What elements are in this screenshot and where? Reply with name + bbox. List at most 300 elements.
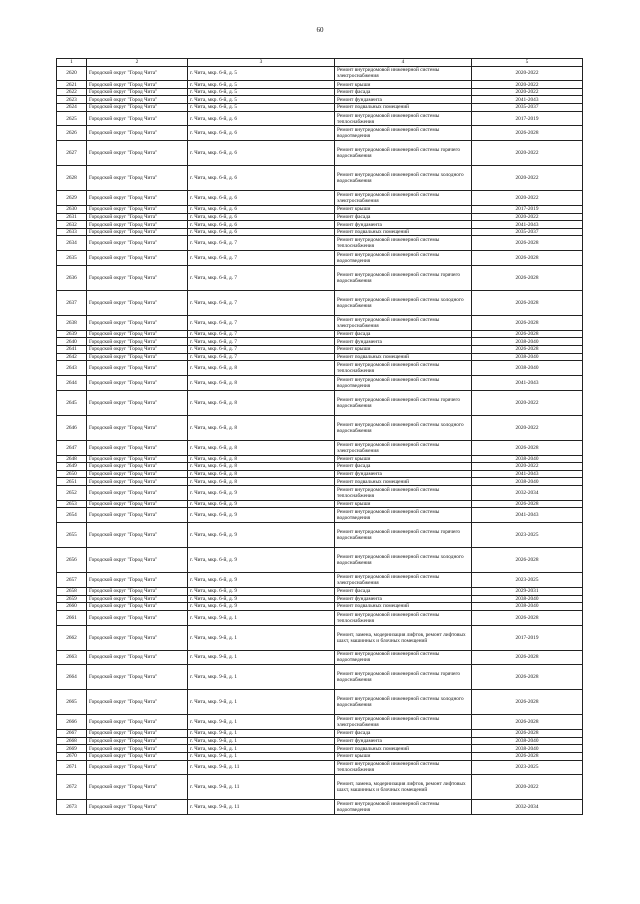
period-cell: 2026-2028: [472, 330, 583, 338]
period-cell: 2020-2022: [472, 775, 583, 800]
period-cell: 2020-2022: [472, 463, 583, 471]
table-row: [57, 440, 583, 455]
address-cell: г. Чита, мкр. 6-й, д. 9: [188, 500, 335, 508]
table-row: [57, 775, 583, 800]
address-cell: г. Чита, мкр. 6-й, д. 9: [188, 573, 335, 588]
row-number-cell: 2629: [57, 191, 87, 206]
header-cell-5: 5: [472, 59, 583, 67]
address-cell: г. Чита, мкр. 9-й, д. 1: [188, 650, 335, 665]
period-cell: 2020-2022: [472, 213, 583, 221]
work-type-cell: Ремонт внутридомовой инженерной системы электроснабжения: [335, 316, 472, 331]
work-type-cell: Ремонт подвальных помещений: [335, 745, 472, 753]
table-row: [57, 603, 583, 611]
row-number-cell: 2670: [57, 752, 87, 760]
municipality-cell: Городской округ "Город Чита": [87, 800, 188, 815]
address-cell: г. Чита, мкр. 6-й, д. 6: [188, 213, 335, 221]
period-cell: 2017-2019: [472, 111, 583, 126]
address-cell: г. Чита, мкр. 6-й, д. 6: [188, 126, 335, 141]
address-cell: г. Чита, мкр. 9-й, д. 1: [188, 610, 335, 625]
work-type-cell: Ремонт крыши: [335, 455, 472, 463]
row-number-cell: 2658: [57, 587, 87, 595]
table-row: [57, 111, 583, 126]
work-type-cell: Ремонт фасада: [335, 213, 472, 221]
municipality-cell: Городской округ "Город Чита": [87, 737, 188, 745]
row-number-cell: 2635: [57, 251, 87, 266]
address-cell: г. Чита, мкр. 9-й, д. 1: [188, 690, 335, 715]
address-cell: г. Чита, мкр. 6-й, д. 8: [188, 390, 335, 415]
municipality-cell: Городской округ "Город Чита": [87, 690, 188, 715]
table-header: [57, 59, 583, 67]
row-number-cell: 2660: [57, 603, 87, 611]
row-number-cell: 2671: [57, 760, 87, 775]
work-type-cell: Ремонт фундамента: [335, 595, 472, 603]
row-number-cell: 2672: [57, 775, 87, 800]
municipality-cell: Городской округ "Город Чита": [87, 316, 188, 331]
municipality-cell: Городской округ "Город Чита": [87, 500, 188, 508]
table-row: [57, 376, 583, 391]
row-number-cell: 2650: [57, 470, 87, 478]
period-cell: 2023-2025: [472, 573, 583, 588]
period-cell: 2035-2037: [472, 104, 583, 112]
period-cell: 2026-2028: [472, 665, 583, 690]
table-row: [57, 266, 583, 291]
municipality-cell: Городской округ "Город Чита": [87, 485, 188, 500]
table-row: [57, 81, 583, 89]
municipality-cell: Городской округ "Город Чита": [87, 251, 188, 266]
municipality-cell: Городской округ "Город Чита": [87, 166, 188, 191]
work-type-cell: Ремонт, замена, модернизация лифтов, ремонт лифтовых шахт, машинных и блочных помещений: [335, 775, 472, 800]
work-type-cell: Ремонт внутридомовой инженерной системы горячего водоснабжения: [335, 141, 472, 166]
municipality-cell: Городской округ "Город Чита": [87, 760, 188, 775]
period-cell: 2026-2028: [472, 730, 583, 738]
work-type-cell: Ремонт внутридомовой инженерной системы водоотведения: [335, 126, 472, 141]
row-number-cell: 2627: [57, 141, 87, 166]
row-number-cell: 2638: [57, 316, 87, 331]
table-row: [57, 463, 583, 471]
work-type-cell: Ремонт крыши: [335, 752, 472, 760]
table-row: [57, 500, 583, 508]
address-cell: г. Чита, мкр. 9-й, д. 1: [188, 737, 335, 745]
address-cell: г. Чита, мкр. 6-й, д. 6: [188, 111, 335, 126]
municipality-cell: Городской округ "Город Чита": [87, 752, 188, 760]
row-number-cell: 2632: [57, 221, 87, 229]
table-row: [57, 745, 583, 753]
work-type-cell: Ремонт внутридомовой инженерной системы теплоснабжения: [335, 760, 472, 775]
row-number-cell: 2626: [57, 126, 87, 141]
row-number-cell: 2644: [57, 376, 87, 391]
work-type-cell: Ремонт внутридомовой инженерной системы теплоснабжения: [335, 111, 472, 126]
work-type-cell: Ремонт подвальных помещений: [335, 228, 472, 236]
work-type-cell: Ремонт, замена, модернизация лифтов, ремонт лифтовых шахт, машинных и блочных помещений: [335, 625, 472, 650]
table-row: [57, 390, 583, 415]
municipality-cell: Городской округ "Город Чита": [87, 111, 188, 126]
table-row: [57, 415, 583, 440]
table-row: [57, 665, 583, 690]
period-cell: 2017-2019: [472, 625, 583, 650]
period-cell: 2041-2043: [472, 221, 583, 229]
period-cell: 2038-2040: [472, 361, 583, 376]
municipality-cell: Городской округ "Город Чита": [87, 730, 188, 738]
table-row: [57, 291, 583, 316]
row-number-cell: 2659: [57, 595, 87, 603]
row-number-cell: 2631: [57, 213, 87, 221]
address-cell: г. Чита, мкр. 6-й, д. 8: [188, 478, 335, 486]
work-type-cell: Ремонт внутридомовой инженерной системы водоотведения: [335, 650, 472, 665]
municipality-cell: Городской округ "Город Чита": [87, 66, 188, 81]
repair-schedule-table: [56, 58, 583, 815]
address-cell: г. Чита, мкр. 6-й, д. 7: [188, 353, 335, 361]
header-cell-4: 4: [335, 59, 472, 67]
table-row: [57, 338, 583, 346]
table-row: [57, 104, 583, 112]
work-type-cell: Ремонт внутридомовой инженерной системы холодного водоснабжения: [335, 415, 472, 440]
municipality-cell: Городской округ "Город Чита": [87, 221, 188, 229]
table-row: [57, 330, 583, 338]
table-row: [57, 485, 583, 500]
period-cell: 2038-2040: [472, 478, 583, 486]
work-type-cell: Ремонт фундамента: [335, 221, 472, 229]
work-type-cell: Ремонт внутридомовой инженерной системы горячего водоснабжения: [335, 523, 472, 548]
table-row: [57, 206, 583, 214]
row-number-cell: 2667: [57, 730, 87, 738]
period-cell: 2020-2022: [472, 191, 583, 206]
municipality-cell: Городской округ "Город Чита": [87, 213, 188, 221]
table-row: [57, 166, 583, 191]
municipality-cell: Городской округ "Город Чита": [87, 126, 188, 141]
address-cell: г. Чита, мкр. 6-й, д. 9: [188, 603, 335, 611]
address-cell: г. Чита, мкр. 6-й, д. 5: [188, 66, 335, 81]
row-number-cell: 2654: [57, 508, 87, 523]
row-number-cell: 2641: [57, 346, 87, 354]
address-cell: г. Чита, мкр. 6-й, д. 7: [188, 346, 335, 354]
table-row: [57, 610, 583, 625]
row-number-cell: 2652: [57, 485, 87, 500]
municipality-cell: Городской округ "Город Чита": [87, 236, 188, 251]
period-cell: 2026-2028: [472, 291, 583, 316]
period-cell: 2026-2028: [472, 126, 583, 141]
municipality-cell: Городской округ "Город Чита": [87, 650, 188, 665]
work-type-cell: Ремонт внутридомовой инженерной системы теплоснабжения: [335, 361, 472, 376]
header-cell-1: 1: [57, 59, 87, 67]
work-type-cell: Ремонт подвальных помещений: [335, 603, 472, 611]
address-cell: г. Чита, мкр. 9-й, д. 11: [188, 800, 335, 815]
address-cell: г. Чита, мкр. 6-й, д. 6: [188, 141, 335, 166]
table-row: [57, 508, 583, 523]
municipality-cell: Городской округ "Город Чита": [87, 548, 188, 573]
work-type-cell: Ремонт внутридомовой инженерной системы горячего водоснабжения: [335, 266, 472, 291]
period-cell: 2032-2034: [472, 800, 583, 815]
work-type-cell: Ремонт фундамента: [335, 96, 472, 104]
table-row: [57, 316, 583, 331]
address-cell: г. Чита, мкр. 6-й, д. 5: [188, 96, 335, 104]
address-cell: г. Чита, мкр. 6-й, д. 7: [188, 330, 335, 338]
municipality-cell: Городской округ "Город Чита": [87, 191, 188, 206]
table-row: [57, 191, 583, 206]
work-type-cell: Ремонт фасада: [335, 88, 472, 96]
row-number-cell: 2620: [57, 66, 87, 81]
address-cell: г. Чита, мкр. 9-й, д. 1: [188, 715, 335, 730]
address-cell: г. Чита, мкр. 6-й, д. 6: [188, 166, 335, 191]
address-cell: г. Чита, мкр. 6-й, д. 7: [188, 291, 335, 316]
table-row: [57, 715, 583, 730]
period-cell: 2041-2043: [472, 96, 583, 104]
row-number-cell: 2649: [57, 463, 87, 471]
period-cell: 2026-2028: [472, 715, 583, 730]
row-number-cell: 2661: [57, 610, 87, 625]
row-number-cell: 2636: [57, 266, 87, 291]
table-row: [57, 353, 583, 361]
address-cell: г. Чита, мкр. 6-й, д. 7: [188, 251, 335, 266]
period-cell: 2026-2028: [472, 752, 583, 760]
row-number-cell: 2656: [57, 548, 87, 573]
address-cell: г. Чита, мкр. 6-й, д. 7: [188, 338, 335, 346]
table-row: [57, 236, 583, 251]
table-row: [57, 96, 583, 104]
period-cell: 2020-2022: [472, 390, 583, 415]
address-cell: г. Чита, мкр. 6-й, д. 6: [188, 221, 335, 229]
work-type-cell: Ремонт внутридомовой инженерной системы горячего водоснабжения: [335, 665, 472, 690]
period-cell: 2038-2040: [472, 338, 583, 346]
period-cell: 2041-2043: [472, 376, 583, 391]
municipality-cell: Городской округ "Город Чита": [87, 573, 188, 588]
table-row: [57, 141, 583, 166]
period-cell: 2026-2028: [472, 251, 583, 266]
address-cell: г. Чита, мкр. 9-й, д. 1: [188, 625, 335, 650]
municipality-cell: Городской округ "Город Чита": [87, 455, 188, 463]
period-cell: 2023-2025: [472, 523, 583, 548]
period-cell: 2026-2028: [472, 346, 583, 354]
row-number-cell: 2668: [57, 737, 87, 745]
work-type-cell: Ремонт фасада: [335, 730, 472, 738]
table-row: [57, 752, 583, 760]
municipality-cell: Городской округ "Город Чита": [87, 104, 188, 112]
row-number-cell: 2655: [57, 523, 87, 548]
header-cell-3: 3: [188, 59, 335, 67]
row-number-cell: 2647: [57, 440, 87, 455]
address-cell: г. Чита, мкр. 6-й, д. 6: [188, 206, 335, 214]
table-row: [57, 573, 583, 588]
row-number-cell: 2637: [57, 291, 87, 316]
period-cell: 2026-2028: [472, 610, 583, 625]
row-number-cell: 2669: [57, 745, 87, 753]
municipality-cell: Городской округ "Город Чита": [87, 478, 188, 486]
row-number-cell: 2622: [57, 88, 87, 96]
period-cell: 2032-2034: [472, 485, 583, 500]
row-number-cell: 2633: [57, 228, 87, 236]
address-cell: г. Чита, мкр. 9-й, д. 1: [188, 730, 335, 738]
work-type-cell: Ремонт внутридомовой инженерной системы теплоснабжения: [335, 485, 472, 500]
address-cell: г. Чита, мкр. 6-й, д. 8: [188, 361, 335, 376]
row-number-cell: 2628: [57, 166, 87, 191]
row-number-cell: 2648: [57, 455, 87, 463]
work-type-cell: Ремонт фундамента: [335, 338, 472, 346]
period-cell: 2023-2025: [472, 760, 583, 775]
address-cell: г. Чита, мкр. 6-й, д. 9: [188, 508, 335, 523]
row-number-cell: 2663: [57, 650, 87, 665]
municipality-cell: Городской округ "Город Чита": [87, 390, 188, 415]
municipality-cell: Городской округ "Город Чита": [87, 508, 188, 523]
municipality-cell: Городской округ "Город Чита": [87, 228, 188, 236]
municipality-cell: Городской округ "Город Чита": [87, 353, 188, 361]
table-row: [57, 470, 583, 478]
table-row: [57, 455, 583, 463]
municipality-cell: Городской округ "Город Чита": [87, 88, 188, 96]
period-cell: 2020-2022: [472, 166, 583, 191]
address-cell: г. Чита, мкр. 6-й, д. 6: [188, 191, 335, 206]
work-type-cell: Ремонт внутридомовой инженерной системы холодного водоснабжения: [335, 690, 472, 715]
address-cell: г. Чита, мкр. 6-й, д. 8: [188, 376, 335, 391]
period-cell: 2038-2040: [472, 353, 583, 361]
row-number-cell: 2624: [57, 104, 87, 112]
work-type-cell: Ремонт внутридомовой инженерной системы холодного водоснабжения: [335, 548, 472, 573]
table-row: [57, 595, 583, 603]
municipality-cell: Городской округ "Город Чита": [87, 745, 188, 753]
period-cell: 2020-2022: [472, 141, 583, 166]
municipality-cell: Городской округ "Город Чита": [87, 206, 188, 214]
work-type-cell: Ремонт крыши: [335, 206, 472, 214]
work-type-cell: Ремонт внутридомовой инженерной системы электроснабжения: [335, 715, 472, 730]
work-type-cell: Ремонт внутридомовой инженерной системы теплоснабжения: [335, 610, 472, 625]
address-cell: г. Чита, мкр. 6-й, д. 9: [188, 595, 335, 603]
period-cell: 2038-2040: [472, 737, 583, 745]
municipality-cell: Городской округ "Город Чита": [87, 463, 188, 471]
address-cell: г. Чита, мкр. 6-й, д. 8: [188, 470, 335, 478]
table-row: [57, 66, 583, 81]
row-number-cell: 2630: [57, 206, 87, 214]
row-number-cell: 2621: [57, 81, 87, 89]
work-type-cell: Ремонт внутридомовой инженерной системы водоотведения: [335, 376, 472, 391]
table-row: [57, 737, 583, 745]
municipality-cell: Городской округ "Город Чита": [87, 415, 188, 440]
municipality-cell: Городской округ "Город Чита": [87, 141, 188, 166]
period-cell: 2026-2028: [472, 440, 583, 455]
period-cell: 2020-2022: [472, 66, 583, 81]
work-type-cell: Ремонт внутридомовой инженерной системы теплоснабжения: [335, 236, 472, 251]
row-number-cell: 2645: [57, 390, 87, 415]
work-type-cell: Ремонт внутридомовой инженерной системы электроснабжения: [335, 440, 472, 455]
work-type-cell: Ремонт крыши: [335, 346, 472, 354]
work-type-cell: Ремонт внутридомовой инженерной системы водоотведения: [335, 508, 472, 523]
period-cell: 2041-2043: [472, 470, 583, 478]
address-cell: г. Чита, мкр. 6-й, д. 9: [188, 485, 335, 500]
work-type-cell: Ремонт фундамента: [335, 470, 472, 478]
municipality-cell: Городской округ "Город Чита": [87, 603, 188, 611]
row-number-cell: 2625: [57, 111, 87, 126]
row-number-cell: 2657: [57, 573, 87, 588]
table-row: [57, 523, 583, 548]
table-body: [57, 66, 583, 815]
address-cell: г. Чита, мкр. 6-й, д. 7: [188, 236, 335, 251]
work-type-cell: Ремонт фасада: [335, 587, 472, 595]
row-number-cell: 2639: [57, 330, 87, 338]
period-cell: 2020-2022: [472, 81, 583, 89]
row-number-cell: 2673: [57, 800, 87, 815]
table-row: [57, 690, 583, 715]
municipality-cell: Городской округ "Город Чита": [87, 587, 188, 595]
municipality-cell: Городской округ "Город Чита": [87, 665, 188, 690]
municipality-cell: Городской округ "Город Чита": [87, 81, 188, 89]
period-cell: 2026-2028: [472, 650, 583, 665]
row-number-cell: 2623: [57, 96, 87, 104]
municipality-cell: Городской округ "Город Чита": [87, 376, 188, 391]
municipality-cell: Городской округ "Город Чита": [87, 715, 188, 730]
work-type-cell: Ремонт внутридомовой инженерной системы электроснабжения: [335, 573, 472, 588]
table-row: [57, 126, 583, 141]
address-cell: г. Чита, мкр. 6-й, д. 7: [188, 266, 335, 291]
table-row: [57, 760, 583, 775]
work-type-cell: Ремонт подвальных помещений: [335, 353, 472, 361]
page-number: 60: [316, 26, 324, 34]
address-cell: г. Чита, мкр. 6-й, д. 7: [188, 316, 335, 331]
address-cell: г. Чита, мкр. 6-й, д. 9: [188, 548, 335, 573]
period-cell: 2038-2040: [472, 455, 583, 463]
municipality-cell: Городской округ "Город Чита": [87, 470, 188, 478]
work-type-cell: Ремонт внутридомовой инженерной системы водоотведения: [335, 800, 472, 815]
address-cell: г. Чита, мкр. 6-й, д. 8: [188, 415, 335, 440]
table-row: [57, 88, 583, 96]
address-cell: г. Чита, мкр. 6-й, д. 5: [188, 104, 335, 112]
municipality-cell: Городской округ "Город Чита": [87, 266, 188, 291]
municipality-cell: Городской округ "Город Чита": [87, 291, 188, 316]
header-cell-2: 2: [87, 59, 188, 67]
row-number-cell: 2662: [57, 625, 87, 650]
row-number-cell: 2666: [57, 715, 87, 730]
row-number-cell: 2653: [57, 500, 87, 508]
period-cell: 2035-2037: [472, 228, 583, 236]
address-cell: г. Чита, мкр. 9-й, д. 11: [188, 775, 335, 800]
table-row: [57, 251, 583, 266]
row-number-cell: 2664: [57, 665, 87, 690]
municipality-cell: Городской округ "Город Чита": [87, 775, 188, 800]
row-number-cell: 2646: [57, 415, 87, 440]
table-row: [57, 730, 583, 738]
work-type-cell: Ремонт внутридомовой инженерной системы электроснабжения: [335, 191, 472, 206]
address-cell: г. Чита, мкр. 6-й, д. 5: [188, 81, 335, 89]
period-cell: 2029-2031: [472, 587, 583, 595]
municipality-cell: Городской округ "Город Чита": [87, 338, 188, 346]
row-number-cell: 2651: [57, 478, 87, 486]
row-number-cell: 2642: [57, 353, 87, 361]
period-cell: 2020-2022: [472, 88, 583, 96]
period-cell: 2038-2040: [472, 745, 583, 753]
period-cell: 2038-2040: [472, 603, 583, 611]
work-type-cell: Ремонт фасада: [335, 330, 472, 338]
period-cell: 2017-2019: [472, 206, 583, 214]
address-cell: г. Чита, мкр. 6-й, д. 5: [188, 88, 335, 96]
work-type-cell: Ремонт внутридомовой инженерной системы холодного водоснабжения: [335, 291, 472, 316]
header-row: [57, 59, 583, 67]
work-type-cell: Ремонт фундамента: [335, 737, 472, 745]
table-row: [57, 361, 583, 376]
period-cell: 2026-2028: [472, 500, 583, 508]
municipality-cell: Городской округ "Город Чита": [87, 595, 188, 603]
address-cell: г. Чита, мкр. 9-й, д. 11: [188, 760, 335, 775]
table-row: [57, 213, 583, 221]
address-cell: г. Чита, мкр. 9-й, д. 1: [188, 752, 335, 760]
table-row: [57, 478, 583, 486]
municipality-cell: Городской округ "Город Чита": [87, 96, 188, 104]
row-number-cell: 2643: [57, 361, 87, 376]
address-cell: г. Чита, мкр. 6-й, д. 6: [188, 228, 335, 236]
work-type-cell: Ремонт подвальных помещений: [335, 478, 472, 486]
table-row: [57, 346, 583, 354]
period-cell: 2026-2028: [472, 548, 583, 573]
work-type-cell: Ремонт внутридомовой инженерной системы холодного водоснабжения: [335, 166, 472, 191]
work-type-cell: Ремонт крыши: [335, 81, 472, 89]
municipality-cell: Городской округ "Город Чита": [87, 523, 188, 548]
work-type-cell: Ремонт внутридомовой инженерной системы электроснабжения: [335, 66, 472, 81]
address-cell: г. Чита, мкр. 9-й, д. 1: [188, 665, 335, 690]
